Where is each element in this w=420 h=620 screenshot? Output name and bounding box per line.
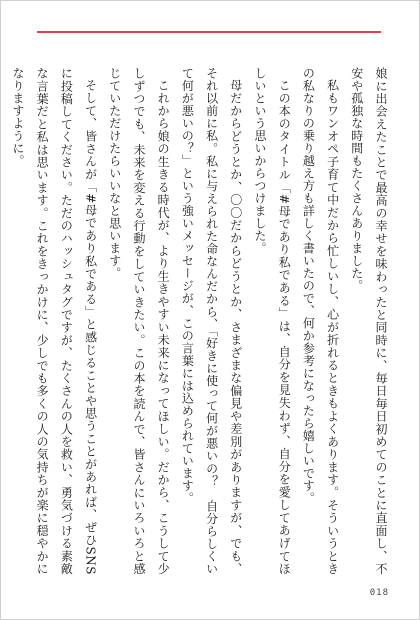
paragraph-5: これから娘の生きる時代が、より生きやすい未来になってほしい。だから、こうして少しずつでも、未来を変える行動をしていきたい。この本を読んで、皆さんにいろいろと感じていただけたらいいなと思います。: [107, 67, 171, 576]
vertical-body-text: [6, 67, 393, 575]
paragraph-6: そして、皆さんが「#母であり私である」と感じることや思うことがあれば、ぜひSNSに投稿してください。ただのハッシュタグですが、たくさんの人を救い、勇気づける素敵な言葉だと私は思います。これをきっかけに、少しでも多くの人の気持ちが楽に穏やかになりますように。: [10, 67, 98, 576]
paragraph-1: 娘に出会えたことで最高の幸せを味わったと同時に、毎日毎日初めてのことに直面し、不安や孤独な時間もたくさんありました。: [349, 67, 388, 575]
top-accent-rule: [37, 31, 381, 33]
paragraph-2: 私もワンオペ子育て中だから忙しいし、心が折れるときもよくあります。そういうときの私なりの乗り越え方も詳しく書いたので、何か参考になったら嬉しいです。: [301, 67, 340, 575]
paragraph-3: この本のタイトル「#母であり私である」は、自分を見失わず、自分を愛してあげてほしいという思いからつけました。: [252, 67, 292, 575]
paragraph-4: 母だからどうとか、〇〇だからどうとか、さまざまな偏見や差別がありますが、でも、それ以前に私。私に与えられた命なんだから、「好きに使って何が悪いの？ 自分らしくいて何が悪いの？」という強いメッセージが、この言葉には込められています。: [180, 67, 243, 575]
page-number: 018: [369, 588, 389, 598]
